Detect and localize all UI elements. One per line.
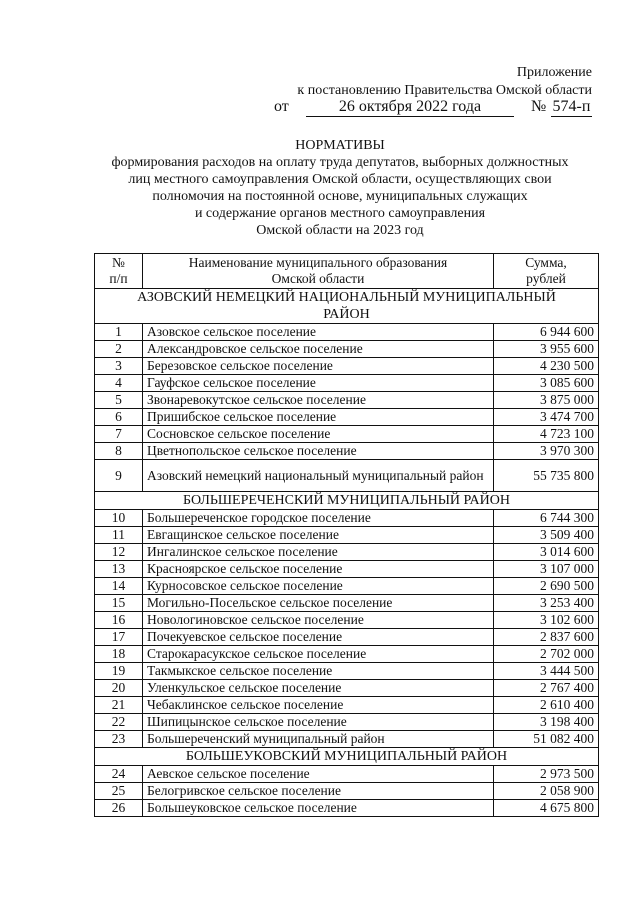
municipality-name: Александровское сельское поселение <box>143 341 494 358</box>
table-row <box>95 460 599 492</box>
municipality-name: Евгащинское сельское поселение <box>143 527 494 544</box>
municipality-name: Большереченское городское поселение <box>143 510 494 527</box>
table-row <box>95 443 599 460</box>
municipality-name: Гауфское сельское поселение <box>143 375 494 392</box>
table-row <box>95 578 599 595</box>
municipality-name: Сосновское сельское поселение <box>143 426 494 443</box>
row-number: 26 <box>95 800 143 817</box>
municipality-name: Аевское сельское поселение <box>143 766 494 783</box>
amount: 51 082 400 <box>494 731 599 748</box>
table-row <box>95 527 599 544</box>
amount: 6 744 300 <box>494 510 599 527</box>
amount: 2 973 500 <box>494 766 599 783</box>
number-sign: № <box>531 98 547 115</box>
row-number: 7 <box>95 426 143 443</box>
row-number: 4 <box>95 375 143 392</box>
section-row <box>95 492 599 510</box>
row-number: 1 <box>95 324 143 341</box>
row-number: 10 <box>95 510 143 527</box>
municipality-name: Такмыкское сельское поселение <box>143 663 494 680</box>
resolution-number: 574-п <box>552 98 591 115</box>
municipality-name: Могильно-Посельское сельское поселение <box>143 595 494 612</box>
table-row <box>95 358 599 375</box>
row-number: 20 <box>95 680 143 697</box>
row-number: 13 <box>95 561 143 578</box>
table-body <box>95 289 599 817</box>
row-number: 14 <box>95 578 143 595</box>
amount: 3 253 400 <box>494 595 599 612</box>
table-row <box>95 646 599 663</box>
amount: 4 723 100 <box>494 426 599 443</box>
row-number: 16 <box>95 612 143 629</box>
resolution-date-line <box>270 98 592 117</box>
municipality-name: Старокарасукское сельское поселение <box>143 646 494 663</box>
table-row <box>95 324 599 341</box>
row-number: 22 <box>95 714 143 731</box>
table-row <box>95 629 599 646</box>
municipality-name: Уленкульское сельское поселение <box>143 680 494 697</box>
amount: 3 474 700 <box>494 409 599 426</box>
municipality-name: Звонаревокутское сельское поселение <box>143 392 494 409</box>
municipality-name: Чебаклинское сельское поселение <box>143 697 494 714</box>
table-row <box>95 510 599 527</box>
municipality-name: Большеуковское сельское поселение <box>143 800 494 817</box>
municipality-name: Цветнопольское сельское поселение <box>143 443 494 460</box>
table-row <box>95 663 599 680</box>
amount: 3 970 300 <box>494 443 599 460</box>
municipality-name: Шипицынское сельское поселение <box>143 714 494 731</box>
header-name: Наименование муниципального образования Омской области <box>143 254 494 289</box>
resolution-date: 26 октября 2022 года <box>306 98 514 117</box>
appendix-label: Приложение <box>516 65 592 80</box>
document-title <box>0 137 640 239</box>
amount: 2 610 400 <box>494 697 599 714</box>
table-row <box>95 409 599 426</box>
row-number: 6 <box>95 409 143 426</box>
resolution-reference: к постановлению Правительства Омской области <box>297 83 592 98</box>
row-number: 19 <box>95 663 143 680</box>
amount: 2 837 600 <box>494 629 599 646</box>
amount: 55 735 800 <box>494 460 599 492</box>
amount: 4 675 800 <box>494 800 599 817</box>
municipality-name: Ингалинское сельское поселение <box>143 544 494 561</box>
table-row <box>95 697 599 714</box>
table-row <box>95 783 599 800</box>
table-row <box>95 766 599 783</box>
row-number: 8 <box>95 443 143 460</box>
row-number: 17 <box>95 629 143 646</box>
amount: 4 230 500 <box>494 358 599 375</box>
municipality-name: Азовское сельское поселение <box>143 324 494 341</box>
amount: 3 444 500 <box>494 663 599 680</box>
municipality-name: Курносовское сельское поселение <box>143 578 494 595</box>
municipality-name: Азовский немецкий национальный муниципальный район <box>143 460 494 492</box>
row-number: 11 <box>95 527 143 544</box>
table-row <box>95 714 599 731</box>
municipality-name: Почекуевское сельское поселение <box>143 629 494 646</box>
row-number: 24 <box>95 766 143 783</box>
title-line-1: НОРМАТИВЫ <box>295 138 385 153</box>
section-title: БОЛЬШЕУКОВСКИЙ МУНИЦИПАЛЬНЫЙ РАЙОН <box>95 748 599 766</box>
row-number: 12 <box>95 544 143 561</box>
row-number: 21 <box>95 697 143 714</box>
header-number: № п/п <box>95 254 143 289</box>
section-title: БОЛЬШЕРЕЧЕНСКИЙ МУНИЦИПАЛЬНЫЙ РАЙОН <box>95 492 599 510</box>
title-line-5: и содержание органов местного самоуправления <box>194 206 486 221</box>
title-line-3: лиц местного самоуправления Омской области, осуществляющих свои <box>128 172 552 187</box>
municipality-name: Красноярское сельское поселение <box>143 561 494 578</box>
table-row <box>95 561 599 578</box>
standards-table <box>94 253 599 817</box>
municipality-name: Пришибское сельское поселение <box>143 409 494 426</box>
amount: 3 014 600 <box>494 544 599 561</box>
section-title: АЗОВСКИЙ НЕМЕЦКИЙ НАЦИОНАЛЬНЫЙ МУНИЦИПАЛЬНЫЙ РАЙОН <box>95 289 599 324</box>
municipality-name: Белогривское сельское поселение <box>143 783 494 800</box>
table-row <box>95 544 599 561</box>
row-number: 3 <box>95 358 143 375</box>
row-number: 15 <box>95 595 143 612</box>
municipality-name: Березовское сельское поселение <box>143 358 494 375</box>
row-number: 2 <box>95 341 143 358</box>
table-row <box>95 392 599 409</box>
table-row <box>95 612 599 629</box>
amount: 3 198 400 <box>494 714 599 731</box>
row-number: 25 <box>95 783 143 800</box>
title-line-2: формирования расходов на оплату труда депутатов, выборных должностных <box>111 155 569 170</box>
title-line-4: полномочия на постоянной основе, муниципальных служащих <box>152 189 528 204</box>
row-number: 23 <box>95 731 143 748</box>
section-row <box>95 289 599 324</box>
header-sum: Сумма, рублей <box>494 254 599 289</box>
amount: 6 944 600 <box>494 324 599 341</box>
title-line-6: Омской области на 2023 год <box>256 223 424 238</box>
municipality-name: Новологиновское сельское поселение <box>143 612 494 629</box>
amount: 3 085 600 <box>494 375 599 392</box>
table-header-row <box>95 254 599 289</box>
table-row <box>95 341 599 358</box>
row-number: 18 <box>95 646 143 663</box>
date-prefix: от <box>274 98 289 115</box>
municipality-name: Большереченский муниципальный район <box>143 731 494 748</box>
table-row <box>95 731 599 748</box>
row-number: 5 <box>95 392 143 409</box>
amount: 2 767 400 <box>494 680 599 697</box>
table-row <box>95 426 599 443</box>
amount: 3 875 000 <box>494 392 599 409</box>
amount: 2 690 500 <box>494 578 599 595</box>
amount: 3 102 600 <box>494 612 599 629</box>
table-row <box>95 375 599 392</box>
amount: 3 107 000 <box>494 561 599 578</box>
amount: 3 509 400 <box>494 527 599 544</box>
table-row <box>95 680 599 697</box>
amount: 3 955 600 <box>494 341 599 358</box>
amount: 2 058 900 <box>494 783 599 800</box>
table-row <box>95 800 599 817</box>
row-number: 9 <box>95 460 143 492</box>
amount: 2 702 000 <box>494 646 599 663</box>
section-row <box>95 748 599 766</box>
table-row <box>95 595 599 612</box>
